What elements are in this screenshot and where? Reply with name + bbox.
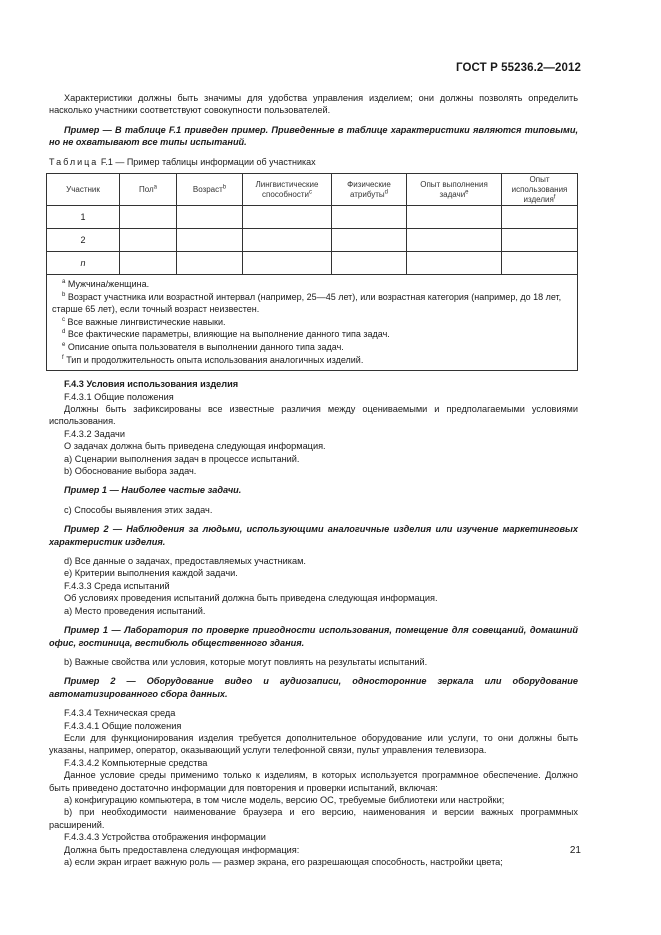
col-header-age: Возраст$^b$ <box>177 174 243 206</box>
paragraph-f4343: Должна быть предоставлена следующая информация: <box>64 844 300 855</box>
table-cell <box>120 252 177 275</box>
table-cell <box>332 229 407 252</box>
col-header-participant: Участник <box>47 174 120 206</box>
table-cell <box>243 252 332 275</box>
table-cell <box>502 252 578 275</box>
table-note: $^e$ Описание опыта пользователя в выполнении данного типа задач. <box>62 342 344 352</box>
example-text: Пример 1 — Наиболее частые задачи. <box>64 485 242 496</box>
section-heading-f4342: F.4.3.4.2 Компьютерные средства <box>64 757 208 768</box>
table-cell <box>502 229 578 252</box>
paragraph-f4342: Данное условие среды применимо только к изделиям, в которых используется программное обеспечение. Должно быть приведено достаточно информации для повторения и проверки испытаний, включая: <box>49 770 578 793</box>
table-cell <box>177 229 243 252</box>
table-cell-participant: n <box>47 252 120 275</box>
section-heading-f431: F.4.3.1 Общие положения <box>64 391 174 402</box>
table-cell <box>332 252 407 275</box>
col-header-physical: Физические атрибуты$^d$ <box>332 174 407 206</box>
table-note: $^f$ Тип и продолжительность опыта использования аналогичных изделий. <box>62 354 364 365</box>
table-cell <box>243 206 332 229</box>
table-row <box>47 229 578 252</box>
example-text: Пример 2 — Наблюдения за людьми, использующими аналогичные изделия или изучение маркетинговых характеристик изделия. <box>49 524 578 547</box>
table-cell-participant: 2 <box>47 229 120 252</box>
table-notes-row <box>47 275 578 371</box>
col-header-task-experience: Опыт выполнения задачи$^e$ <box>407 174 502 206</box>
section-heading-f434: F.4.3.4 Техническая среда <box>64 708 176 719</box>
paragraph-f433: Об условиях проведения испытаний должна быть приведена следующая информация. <box>64 593 438 604</box>
list-item: b) при необходимости наименование браузера и его версию, наименования и версии важных программных расширений. <box>49 807 578 830</box>
paragraph-f431: Должны быть зафиксированы все известные различия между оцениваемыми и предполагаемыми условиями использования. <box>49 404 578 427</box>
table-note: $^d$ Все фактические параметры, влияющие на выполнение данного типа задач. <box>62 329 390 340</box>
table-cell <box>177 252 243 275</box>
page-content <box>49 92 578 868</box>
list-item: a) конфигурацию компьютера, в том числе модель, версию ОС, требуемые библиотеки или настройки; <box>64 794 505 805</box>
table-cell <box>243 229 332 252</box>
list-item: a) Сценарии выполнения задач в процессе испытаний. <box>64 453 300 464</box>
table-header-row <box>47 174 578 206</box>
table-cell <box>502 206 578 229</box>
list-item: b) Важные свойства или условия, которые могут повлиять на результаты испытаний. <box>64 656 428 667</box>
participant-info-table <box>46 173 578 371</box>
list-item: d) Все данные о задачах, предоставляемых участникам. <box>64 556 306 567</box>
table-note: $^b$ Возраст участника или возрастной интервал (например, 25—45 лет), или возрастная категория (например, до 18 лет, старше 65 лет), если точный возраст неизвестен. <box>52 291 562 315</box>
table-caption-text: F.1 — Пример таблицы информации об участниках <box>100 156 316 167</box>
list-item: a) если экран играет важную роль — размер экрана, его разрешающая способность, настройки цвета; <box>64 857 503 867</box>
section-heading-f433: F.4.3.3 Среда испытаний <box>64 580 170 591</box>
list-item: a) Место проведения испытаний. <box>64 605 206 616</box>
table-cell-participant: 1 <box>47 206 120 229</box>
page-number: 21 <box>569 845 581 856</box>
standard-header: ГОСТ Р 55236.2—2012 <box>456 62 581 74</box>
col-header-linguistic: Лингвистические способности$^c$ <box>243 174 332 206</box>
table-note: $^c$ Все важные лингвистические навыки. <box>62 316 226 327</box>
section-heading-f4343: F.4.3.4.3 Устройства отображения информации <box>64 832 266 843</box>
col-header-product-experience: Опыт использования изделия$^f$ <box>502 174 578 206</box>
table-caption-label: Таблица <box>49 156 99 167</box>
list-item: b) Обоснование выбора задач. <box>64 466 197 477</box>
table-cell <box>407 252 502 275</box>
list-item: c) Способы выявления этих задач. <box>64 504 213 515</box>
section-heading-f432: F.4.3.2 Задачи <box>64 428 125 439</box>
table-row <box>47 252 578 275</box>
table-note: $^a$ Мужчина/женщина. <box>62 279 150 290</box>
table-caption <box>49 156 578 168</box>
section-heading-f4341: F.4.3.4.1 Общие положения <box>64 720 182 731</box>
example-text: Пример 1 — Лаборатория по проверке пригодности использования, помещение для совещаний, домашний офис, гостиница, вестибюль общественного здания. <box>49 625 578 648</box>
example-text: Пример 2 — Оборудование видео и аудиозаписи, односторонние зеркала или оборудование автоматизированного сбора данных. <box>49 676 578 699</box>
table-cell <box>177 206 243 229</box>
col-header-sex: Пол$^a$ <box>120 174 177 206</box>
section-heading-f43: F.4.3 Условия использования изделия <box>64 379 239 390</box>
table-notes <box>47 275 578 371</box>
table-cell <box>120 206 177 229</box>
table-cell <box>332 206 407 229</box>
intro-paragraph: Характеристики должны быть значимы для удобства управления изделием; они должны позволять определить насколько участники соответствуют совокупности пользователей. <box>49 93 578 116</box>
intro-example: Пример — В таблице F.1 приведен пример. Приведенные в таблице характеристики являются типовыми, но не охватывают все типы испытаний. <box>49 124 578 148</box>
paragraph-f4341: Если для функционирования изделия требуется дополнительное оборудование или услуги, то они должны быть указаны, например, оператор, оказывающий услуги телефонной связи, пульт управления телевизора. <box>49 732 578 756</box>
list-item: e) Критерии выполнения каждой задачи. <box>64 568 238 579</box>
paragraph-f432: О задачах должна быть приведена следующая информация. <box>64 441 326 452</box>
table-cell <box>407 206 502 229</box>
table-cell <box>120 229 177 252</box>
table-row <box>47 206 578 229</box>
table-cell <box>407 229 502 252</box>
